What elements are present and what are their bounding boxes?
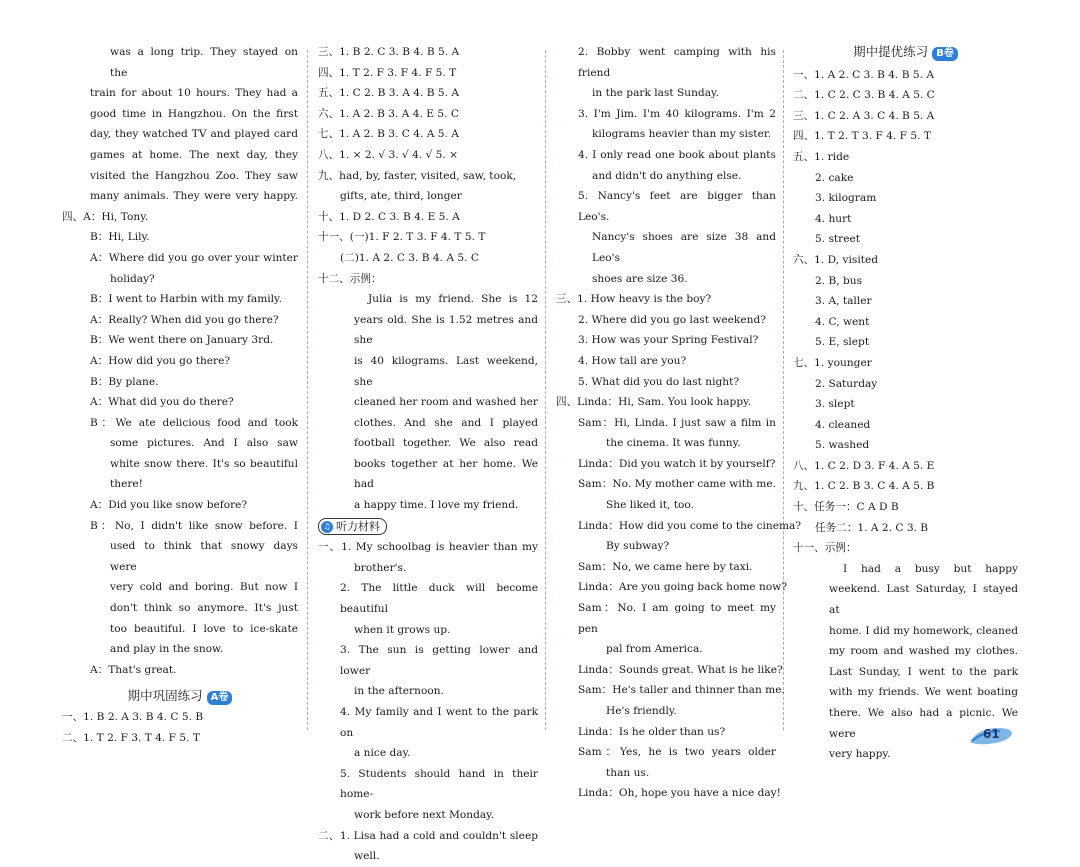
text-line: Last Sunday, I went to the park	[829, 665, 1018, 678]
text-line: 四、Linda：Hi, Sam. You look happy.	[556, 396, 752, 409]
text-line: 一、1. B 2. A 3. B 4. C 5. B	[62, 711, 204, 723]
text-line: 3. How was your Spring Festival?	[578, 334, 759, 347]
text-line: games at home. The next day, they	[90, 148, 298, 161]
section-heading-midterm-a	[62, 686, 298, 707]
text-line: Linda：Did you watch it by yourself?	[578, 457, 776, 470]
column-3	[556, 42, 802, 804]
text-line: 十、任务一：C A D B	[793, 501, 899, 514]
text-line: books together at her home. We had	[354, 457, 538, 491]
text-line: brother's.	[354, 561, 407, 574]
text-line: Linda：How did you come to the cinema?	[578, 519, 802, 532]
text-line: 任务二：1. A 2. C 3. B	[815, 521, 929, 534]
text-line: 六、1. D, visited	[793, 253, 879, 266]
column-2	[318, 42, 538, 867]
text-line: Nancy's shoes are size 38 and Leo's	[592, 231, 776, 264]
text-line: Linda：Are you going back home now?	[578, 581, 788, 594]
text-line: 2. Where did you go last weekend?	[578, 313, 766, 326]
text-line: A：That's great.	[90, 663, 177, 676]
text-line: Sam：Hi, Linda. I just saw a film in	[578, 416, 776, 429]
text-line: a happy time. I love my friend.	[354, 499, 519, 512]
text-line: good time in Hangzhou. On the first	[90, 107, 298, 120]
text-line: visited the Hangzhou Zoo. They saw	[90, 169, 298, 182]
page-number: 61	[983, 727, 1000, 741]
text-line: Sam：He's taller and thinner than me.	[578, 684, 785, 697]
column-separator	[545, 50, 546, 730]
text-line: 五、1. ride	[793, 150, 850, 163]
text-line: football together. We also read	[354, 437, 538, 450]
text-line: 十一、示例：	[793, 542, 857, 555]
page-number-badge	[968, 724, 1014, 746]
text-line: than us.	[606, 766, 650, 779]
text-line: 八、1. C 2. D 3. F 4. A 5. E	[793, 459, 935, 472]
heading-badge: B卷	[932, 47, 958, 61]
text-line: 2. Bobby went camping with his friend	[578, 46, 776, 79]
text-line: B：I went to Harbin with my family.	[90, 293, 283, 306]
text-line: white snow there. It's so beautiful	[110, 457, 298, 470]
text-line: years old. She is 1.52 metres and she	[354, 313, 538, 347]
text-line: very happy.	[829, 748, 891, 761]
column-1	[62, 42, 298, 748]
text-line: shoes are size 36.	[592, 272, 688, 285]
heading-badge: A卷	[207, 691, 233, 705]
text-line: is 40 kilograms. Last weekend, she	[354, 354, 538, 388]
column-3-lines	[556, 42, 802, 804]
text-line: 2. The little duck will become beautiful	[340, 582, 538, 616]
text-line: 5. washed	[815, 439, 870, 452]
text-line: 九、had, by, faster, visited, saw, took,	[318, 169, 517, 182]
text-line: too beautiful. I love to ice-skate	[110, 622, 298, 635]
text-line: 2. B, bus	[815, 274, 863, 287]
text-line: Sam：Yes, he is two years older	[578, 746, 776, 759]
text-line: 二、1. T 2. F 3. T 4. F 5. T	[62, 731, 200, 744]
text-line: He's friendly.	[606, 705, 677, 717]
text-line: used to think that snowy days were	[110, 540, 298, 573]
text-line: A：What did you do there?	[90, 396, 234, 409]
text-line: Sam：No, we came here by taxi.	[578, 560, 753, 573]
column-4	[793, 42, 1018, 765]
text-line: a nice day.	[354, 747, 411, 760]
text-line: Linda：Sounds great. What is he like?	[578, 663, 783, 676]
text-line: 4. How tall are you?	[578, 354, 687, 367]
text-line: 三、1. How heavy is the boy?	[556, 293, 712, 306]
text-line: Linda：Oh, hope you have a nice day!	[578, 787, 781, 800]
text-line: very cold and boring. But now I	[110, 581, 298, 594]
text-line: A：How did you go there?	[90, 354, 231, 367]
text-line: and play in the snow.	[110, 643, 224, 656]
text-line: (二)1. A 2. C 3. B 4. A 5. C	[340, 251, 480, 264]
heading-text: 期中提优练习	[853, 44, 929, 59]
text-line: B：Hi, Lily.	[90, 231, 150, 244]
text-line: was a long trip. They stayed on the	[110, 46, 298, 79]
text-line: and didn't do anything else.	[592, 169, 742, 182]
text-line: 3. I'm Jim. I'm 40 kilograms. I'm 2	[578, 107, 776, 120]
text-line: B：No, I didn't like snow before. I	[90, 519, 298, 532]
text-line: with my friends. We went boating	[829, 686, 1018, 699]
text-line: 5. What did you do last night?	[578, 375, 740, 388]
text-line: 三、1. C 2. A 3. C 4. B 5. A	[793, 109, 935, 122]
text-line: 一、1. A 2. C 3. B 4. B 5. A	[793, 68, 935, 81]
text-line: my room and washed my clothes.	[829, 645, 1018, 658]
text-line: A：Really? When did you go there?	[90, 313, 279, 326]
text-line: 七、1. A 2. B 3. C 4. A 5. A	[318, 128, 459, 141]
text-line: Julia is my friend. She is 12	[368, 293, 538, 306]
text-line: don't think so anymore. It's just	[110, 602, 298, 615]
text-line: home. I did my homework, cleaned	[829, 624, 1018, 637]
text-line: weekend. Last Saturday, I stayed at	[829, 583, 1018, 617]
headphones-icon: ♫	[321, 521, 333, 533]
text-line: train for about 10 hours. They had a	[90, 87, 298, 100]
text-line: 二、1. C 2. C 3. B 4. A 5. C	[793, 89, 935, 102]
text-line: 二、1. Lisa had a cold and couldn't sleep	[318, 829, 538, 842]
column-separator	[307, 50, 308, 730]
column-2-lines	[318, 42, 538, 516]
column-4-lines	[793, 65, 1018, 765]
listening-tag-label: 听力材料	[336, 519, 380, 533]
text-line: gifts, ate, third, longer	[340, 190, 462, 203]
text-line: many animals. They were very happy.	[90, 190, 298, 203]
text-line: some pictures. And I also saw	[110, 437, 298, 450]
text-line: 4. hurt	[815, 212, 852, 225]
text-line: 五、1. C 2. B 3. A 4. B 5. A	[318, 87, 460, 100]
text-line: 2. Saturday	[815, 377, 878, 390]
text-line: B：By plane.	[90, 375, 159, 388]
text-line: 十二、示例：	[318, 272, 382, 285]
text-line: By subway?	[606, 540, 670, 553]
text-line: 5. street	[815, 233, 861, 246]
text-line: 5. Students should hand in their home-	[340, 767, 538, 801]
text-line: 5. E, slept	[815, 336, 870, 349]
text-line: B：We ate delicious food and took	[90, 416, 298, 429]
text-line: clothes. And she and I played	[354, 416, 538, 429]
text-line: 九、1. C 2. B 3. C 4. A 5. B	[793, 480, 935, 493]
text-line: 3. The sun is getting lower and lower	[340, 644, 538, 677]
text-line: pal from America.	[606, 643, 703, 656]
text-line: holiday?	[110, 272, 155, 285]
text-line: there. We also had a picnic. We were	[829, 707, 1018, 740]
text-line: in the afternoon.	[354, 685, 444, 698]
text-line: day, they watched TV and played card	[90, 128, 298, 141]
text-line: when it grows up.	[354, 623, 451, 636]
text-line: B：We went there on January 3rd.	[90, 334, 274, 347]
text-line: 4. I only read one book about plants	[578, 148, 776, 161]
text-line: 一、1. My schoolbag is heavier than my	[318, 541, 538, 554]
text-line: 3. kilogram	[815, 192, 877, 205]
text-line: 2. cake	[815, 171, 854, 184]
heading-text: 期中巩固练习	[127, 688, 203, 704]
section-heading-midterm-b	[793, 42, 1018, 63]
text-line: 5. Nancy's feet are bigger than Leo's.	[578, 190, 776, 223]
column-1-tail-lines	[62, 707, 298, 748]
text-line: kilograms heavier than my sister.	[592, 128, 772, 141]
text-line: cleaned her room and washed her	[354, 396, 538, 409]
text-line: 4. My family and I went to the park on	[340, 706, 538, 739]
text-line: 十一、(一)1. F 2. T 3. F 4. T 5. T	[318, 231, 486, 244]
column-2-tail-lines	[318, 537, 538, 867]
text-line: 3. slept	[815, 398, 855, 411]
text-line: I had a busy but happy	[843, 562, 1018, 575]
listening-material-tag	[318, 518, 387, 535]
text-line: 3. A, taller	[815, 295, 872, 308]
column-1-lines	[62, 42, 298, 680]
text-line: 4. cleaned	[815, 418, 871, 431]
text-line: Sam：No. My mother came with me.	[578, 478, 776, 491]
text-line: Linda：Is he older than us?	[578, 725, 726, 738]
text-line: 四、1. T 2. F 3. F 4. F 5. T	[318, 66, 457, 79]
text-line: A：Did you like snow before?	[90, 499, 248, 512]
text-line: well.	[354, 850, 380, 863]
column-separator	[783, 50, 784, 730]
text-line: 四、A：Hi, Tony.	[62, 210, 149, 223]
text-line: there!	[110, 478, 143, 491]
text-line: 4. C, went	[815, 315, 870, 328]
text-line: in the park last Sunday.	[592, 87, 719, 100]
text-line: 四、1. T 2. T 3. F 4. F 5. T	[793, 130, 931, 143]
text-line: Sam：No. I am going to meet my pen	[578, 602, 776, 635]
text-line: the cinema. It was funny.	[606, 437, 741, 450]
text-line: 六、1. A 2. B 3. A 4. E 5. C	[318, 107, 459, 120]
text-line: 三、1. B 2. C 3. B 4. B 5. A	[318, 46, 460, 58]
text-line: 十、1. D 2. C 3. B 4. E 5. A	[318, 210, 460, 223]
text-line: She liked it, too.	[606, 499, 694, 512]
text-line: work before next Monday.	[354, 808, 495, 821]
text-line: 七、1. younger	[793, 356, 872, 369]
text-line: A：Where did you go over your winter	[90, 251, 298, 264]
text-line: 八、1. × 2. √ 3. √ 4. √ 5. ×	[318, 148, 459, 161]
